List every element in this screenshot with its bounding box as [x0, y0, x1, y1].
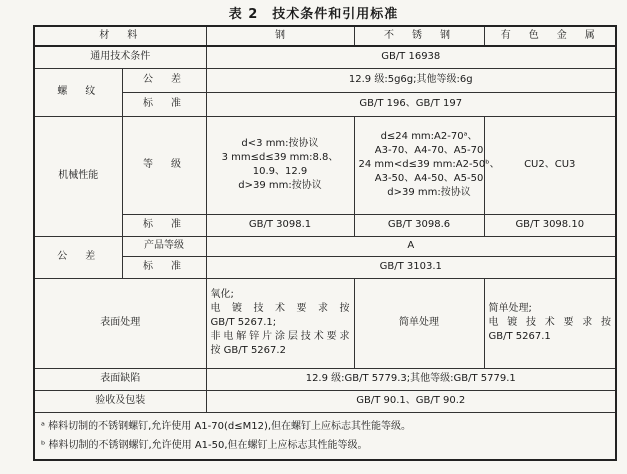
defects-label: 表面缺陷 — [34, 368, 206, 390]
defects-value: 12.9 级:GB/T 5779.3;其他等级:GB/T 5779.1 — [206, 368, 616, 390]
product-grade-value: A — [206, 236, 616, 256]
thread-standard-row — [34, 92, 616, 116]
stainless-grade-line: d≤24 mm:A2-70ᵃ、 — [380, 131, 478, 142]
header-steel: 钢 — [206, 26, 354, 46]
mechanical-nonferrous-grades: CU2、CU3 — [484, 116, 616, 214]
tolerance-label: 公 差 — [34, 236, 122, 278]
stainless-grade-line: A3-70、A4-70、A5-70 — [374, 145, 484, 156]
header-material: 材 料 — [34, 26, 206, 46]
general-row — [34, 46, 616, 68]
spec-table — [33, 25, 617, 461]
acceptance-row — [34, 390, 616, 412]
general-label: 通用技术条件 — [34, 46, 206, 68]
footnote-b: ᵇ 棒料切制的不锈钢螺钉,允许使用 A1-50,但在螺钉上应标志其性能等级。 — [41, 439, 368, 451]
thread-standard-label: 标 准 — [122, 92, 206, 116]
defects-row — [34, 368, 616, 390]
acceptance-value: GB/T 90.1、GB/T 90.2 — [206, 390, 616, 412]
mechanical-steel-standard: GB/T 3098.1 — [206, 214, 354, 236]
steel-grade-line: d>39 mm:按协议 — [238, 180, 322, 191]
header-nonferrous: 有 色 金 属 — [484, 26, 616, 46]
acceptance-label: 验收及包装 — [34, 390, 206, 412]
thread-standard-value: GB/T 196、GB/T 197 — [206, 92, 616, 116]
stainless-grade-line: 24 mm<d≤39 mm:A2-50ᵇ、 — [358, 159, 500, 170]
surface-nonferrous — [484, 278, 616, 368]
footnote-a: ᵃ 棒料切制的不锈钢螺钉,允许使用 A1-70(d≤M12),但在螺钉上应标志其性能等级。 — [41, 420, 412, 432]
mechanical-nonferrous-standard: GB/T 3098.10 — [484, 214, 616, 236]
surface-steel-line: 按 GB/T 5267.2 — [210, 345, 286, 356]
mechanical-standard-row — [34, 214, 616, 236]
thread-label: 螺 纹 — [34, 68, 122, 116]
surface-steel-line: 氧化; — [210, 289, 234, 300]
tolerance-standard-value: GB/T 3103.1 — [206, 256, 616, 278]
surface-label: 表面处理 — [34, 278, 206, 368]
mechanical-grade-row — [34, 116, 616, 214]
table-caption: 表 2 技术条件和引用标准 — [228, 7, 399, 22]
thread-tolerance-row — [34, 68, 616, 92]
mechanical-steel-grades — [206, 116, 354, 214]
steel-grade-line: 3 mm≤d≤39 mm:8.8、 — [221, 152, 339, 163]
surface-steel — [206, 278, 354, 368]
product-grade-label: 产品等级 — [122, 236, 206, 256]
tolerance-grade-row — [34, 236, 616, 256]
mechanical-standard-label: 标 准 — [122, 214, 206, 236]
mechanical-grade-label: 等 级 — [122, 116, 206, 214]
stainless-grade-line: d>39 mm:按协议 — [387, 187, 471, 198]
surface-steel-line: GB/T 5267.1; — [210, 317, 277, 328]
mechanical-stainless-grades — [354, 116, 500, 214]
surface-nonferrous-line: 电镀技术要求按 — [488, 317, 611, 328]
steel-grade-line: 10.9、12.9 — [252, 166, 308, 177]
header-stainless: 不 锈 钢 — [354, 26, 484, 46]
surface-steel-line: 电镀技术要求按 — [210, 303, 350, 314]
general-value: GB/T 16938 — [206, 46, 616, 68]
surface-treatment-row — [34, 278, 616, 368]
thread-tolerance-label: 公 差 — [122, 68, 206, 92]
tolerance-standard-row — [34, 256, 616, 278]
tolerance-standard-label: 标 准 — [122, 256, 206, 278]
surface-steel-line: 非电解锌片涂层技术要求 — [210, 331, 350, 342]
header-row — [34, 26, 616, 46]
thread-tolerance-value: 12.9 级:5g6g;其他等级:6g — [206, 68, 616, 92]
mechanical-label: 机械性能 — [34, 116, 122, 236]
footnotes — [34, 412, 616, 460]
steel-grade-line: d<3 mm:按协议 — [241, 138, 319, 149]
mechanical-stainless-standard: GB/T 3098.6 — [354, 214, 484, 236]
surface-nonferrous-line: GB/T 5267.1 — [488, 331, 551, 342]
surface-stainless: 简单处理 — [354, 278, 484, 368]
stainless-grade-line: A3-50、A4-50、A5-50 — [374, 173, 484, 184]
surface-nonferrous-line: 简单处理; — [488, 303, 532, 314]
footnotes-row — [34, 412, 616, 460]
